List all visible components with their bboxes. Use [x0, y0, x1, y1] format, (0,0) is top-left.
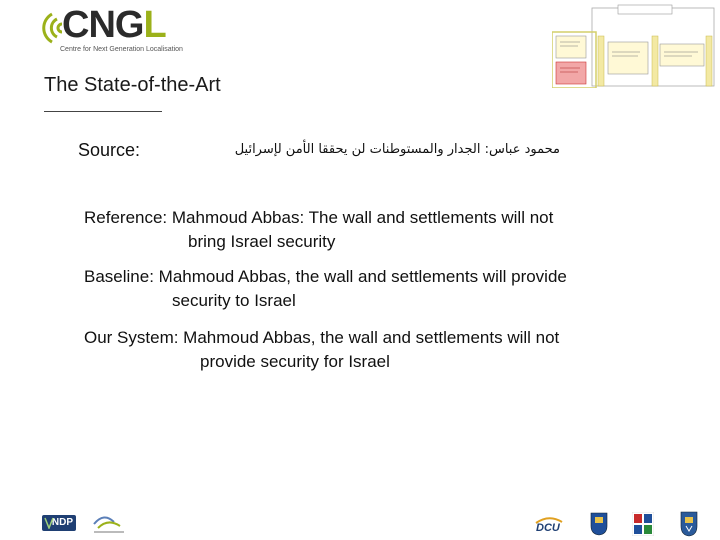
logo-tagline: Centre for Next Generation Localisation	[60, 46, 183, 53]
logo-wordmark-accent: L	[143, 4, 166, 46]
tcd-logo	[632, 512, 654, 536]
source-label: Source:	[78, 140, 141, 160]
our-system-line-1: Our System: Mahmoud Abbas, the wall and settlements will not	[84, 328, 560, 347]
logo-wordmark: CNGL	[62, 4, 166, 46]
diagram-box-next-generation	[608, 42, 648, 74]
dcu-logo	[534, 516, 564, 534]
slide-title: The State-of-the-Art	[44, 74, 221, 96]
ait-logo	[90, 510, 128, 536]
ndp-logo-text: NDP	[51, 517, 73, 528]
diagram-box-integrated-localisation	[556, 62, 586, 84]
source-arabic-text: محمود عباس: الجدار والمستوطنات لن يحققا الأمن لإسرائيل	[234, 142, 560, 157]
reference-line-2: bring Israel security	[188, 232, 336, 251]
cngl-logo	[38, 6, 188, 54]
ndp-mark-icon	[44, 517, 54, 529]
our-system-line-2: provide security for Israel	[200, 352, 390, 371]
dcu-logo-text: DCU	[536, 522, 560, 534]
baseline-line-2: security to Israel	[172, 291, 296, 310]
diagram-box-framework	[660, 44, 704, 66]
title-underline	[44, 111, 162, 112]
reference-line-1: Reference: Mahmoud Abbas: The wall and settlements will not	[84, 208, 554, 227]
baseline-translation	[84, 265, 684, 313]
diagram-box-content-management	[556, 36, 586, 58]
reference-translation	[84, 206, 684, 254]
ndp-logo	[42, 515, 76, 531]
architecture-diagram-thumbnail	[552, 4, 716, 88]
baseline-line-1: Baseline: Mahmoud Abbas, the wall and settlements will provide	[84, 267, 567, 286]
footer-logo-bar	[0, 508, 720, 540]
ucd-logo	[590, 512, 608, 536]
ul-logo	[680, 511, 698, 537]
our-system-translation	[84, 326, 684, 374]
